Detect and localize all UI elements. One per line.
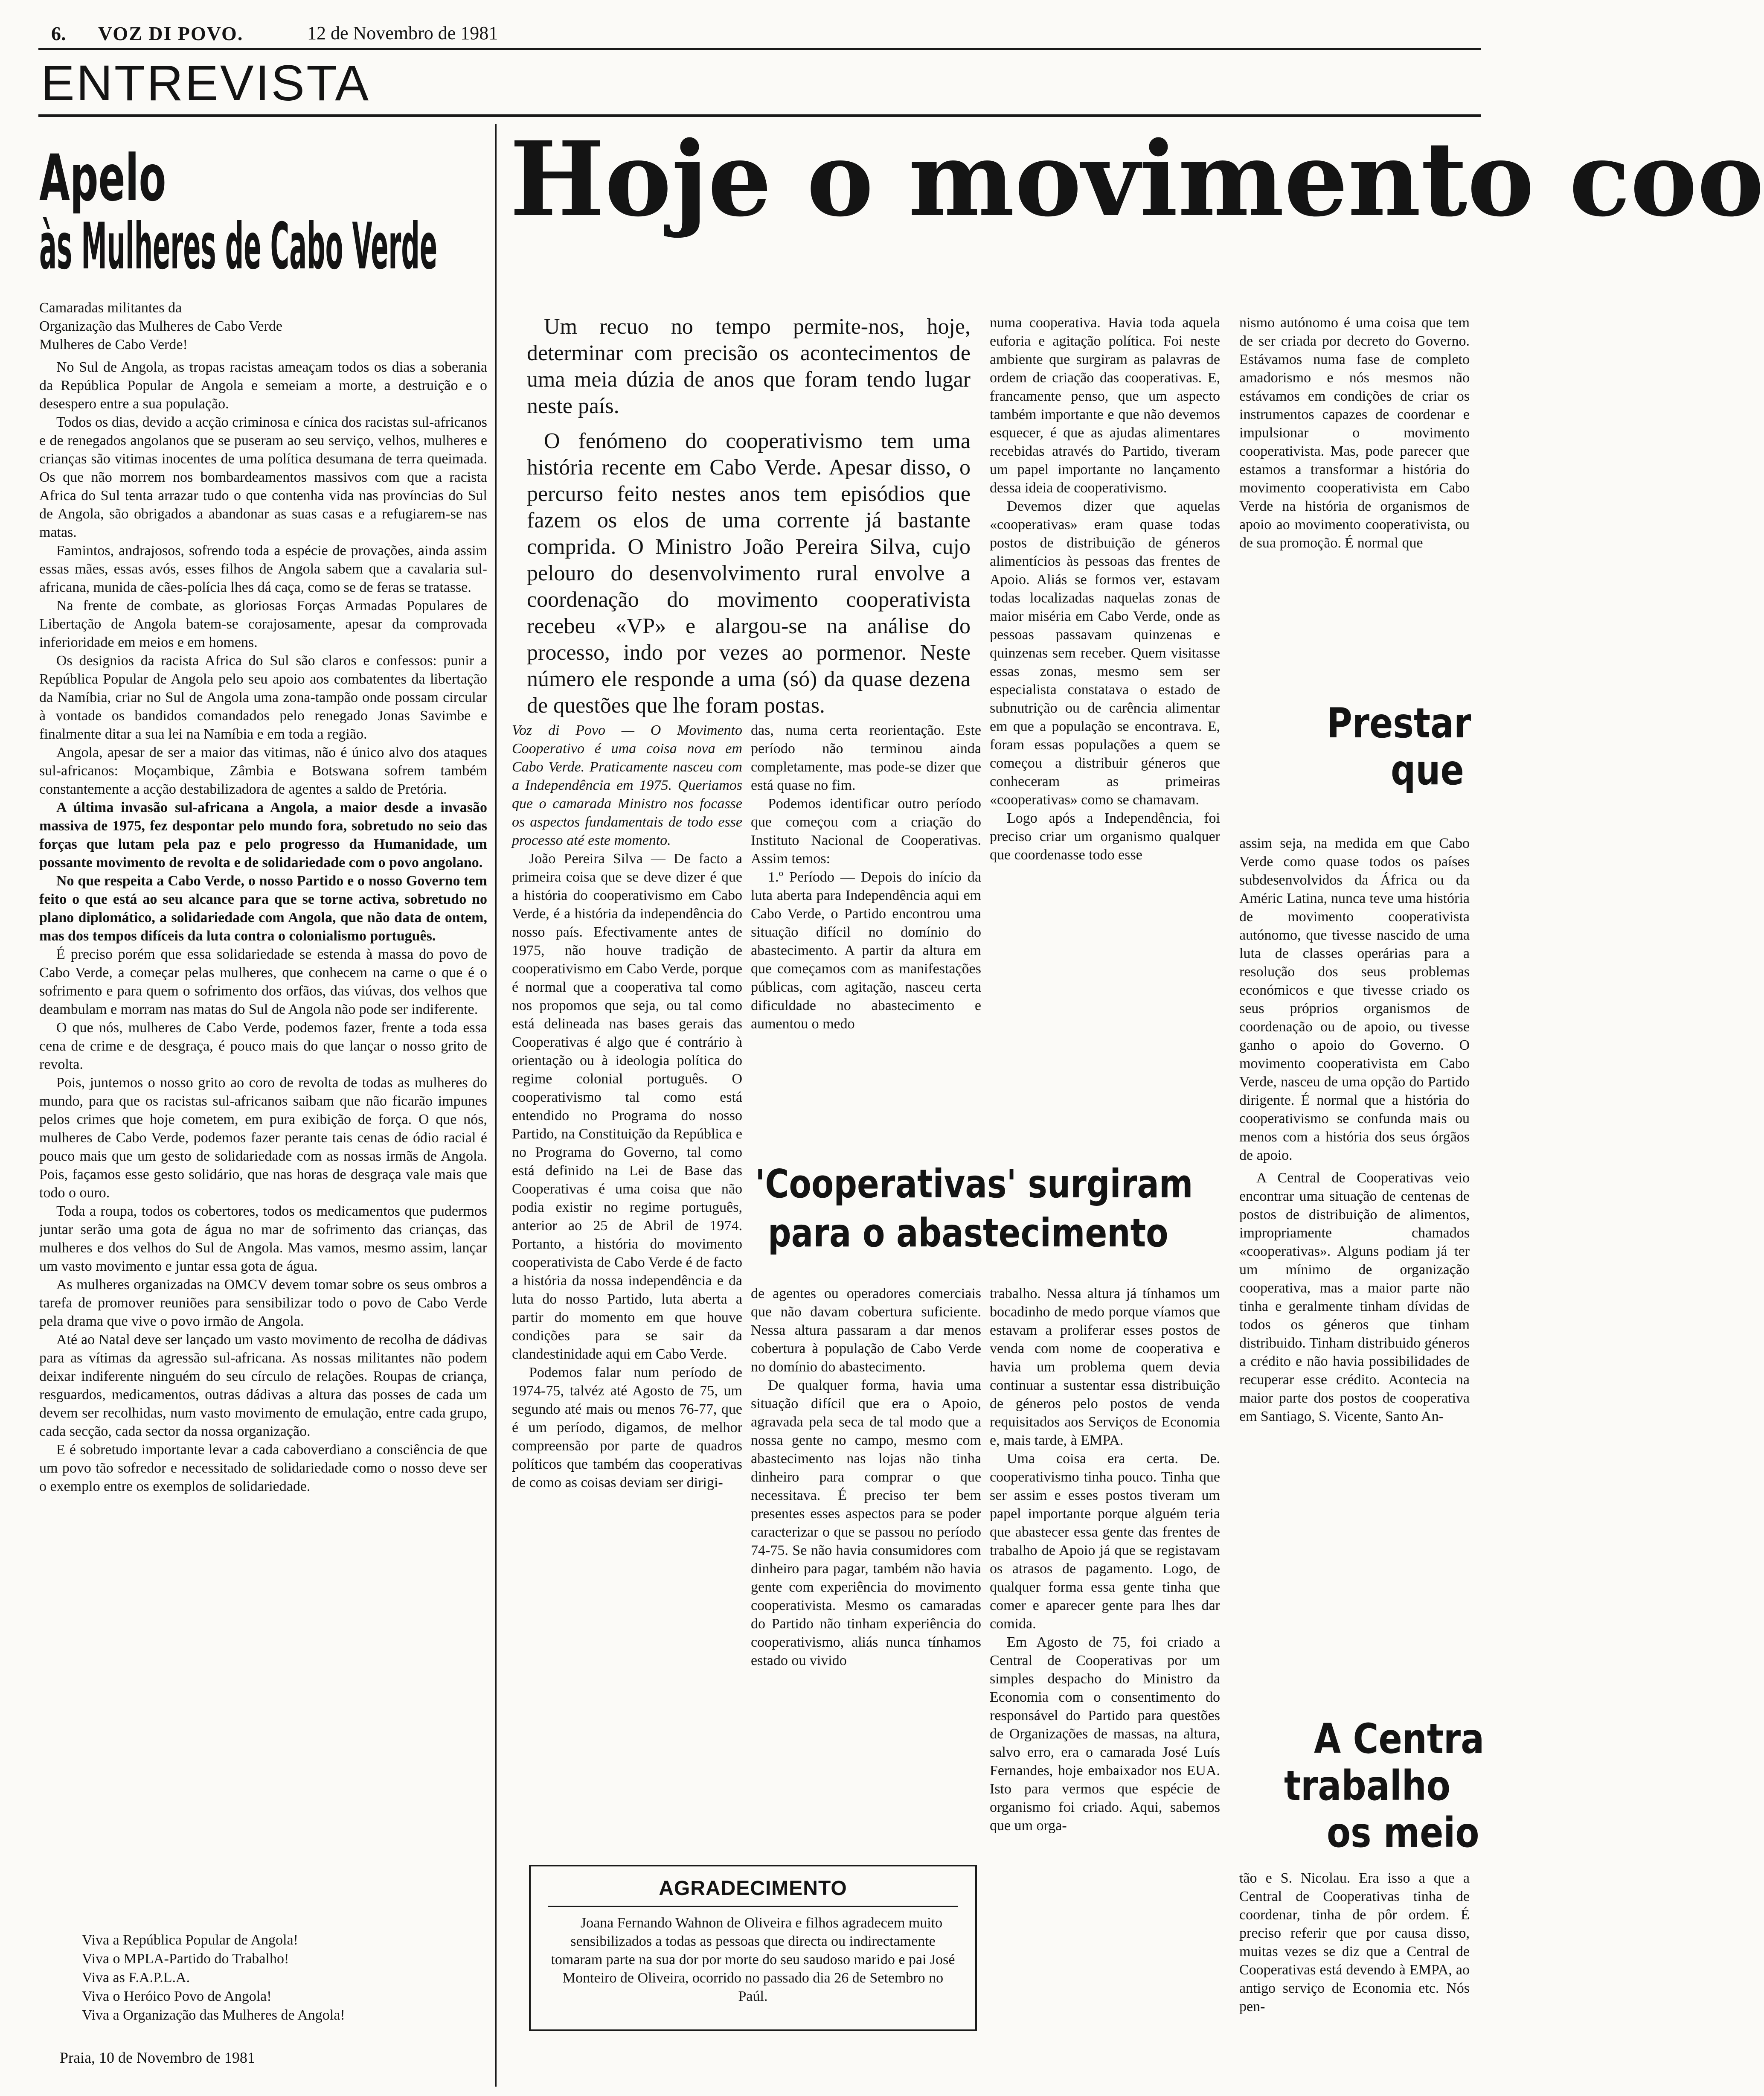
lead-paragraph: Um recuo no tempo permite-nos, hoje, determinar com precisão os acontecimentos de uma meia dúzia de anos que foram tendo lugar neste país. (527, 314, 971, 418)
section-rule (38, 114, 1481, 117)
salutation-line: Mulheres de Cabo Verde! (39, 337, 188, 352)
page-number: 6. (51, 23, 66, 44)
subhead-prestar: Prestar que (1327, 699, 1471, 794)
col-4-lower (751, 1284, 981, 1848)
paragraph: Em Agosto de 75, foi criado a Central de Cooperativas por um simples despacho do Ministro da Economia com o consentimento do responsável do Partido para questões de Organizações de massas, na altura, salvo erro, era o camarada José Luís Fernandes, hoje embaixador nos EUA. Isto para vermos que espécie de organismo foi criado. Aqui, sabemos que um orga- (990, 1634, 1220, 1834)
paragraph: A Central de Cooperativas veio encontrar uma situação de centenas de postos de distribuição de alimentos, impropriamente chamados «cooperativas». Alguns podiam já ter um mínimo de organização cooperativa, mas a maior parte não tinha e geralmente tinham dívidas de todos os géneros que tinham distribuido. Tinham distribuido géneros a crédito e não havia possibilidades de recuperar esse crédito. Acontecia na maior parte dos postos de cooperativa em Santiago, S. Vicente, Santo An- (1239, 1170, 1470, 1424)
col-5-lower (990, 1284, 1220, 2082)
paragraph: Uma coisa era certa. De. cooperativismo tinha pouco. Tinha que ser assim e esses postos tiveram um papel importante porque alguém teria que abastecer essa gente das frentes de trabalho de Apoio já que se registavam os atrasos de pagamento. Logo, de qualquer forma essa gente tinha que comer e aparecer gente para lhes dar comida. (990, 1451, 1220, 1632)
main-headline: Hoje o movimento coo (510, 119, 1764, 239)
paragraph: numa cooperativa. Havia toda aquela euforia e agitação política. Foi neste ambiente que surgiram as palavras de ordem de criação das cooperativas. E, francamente penso, que um aspecto também importante e que não devemos esquecer, é que as ajudas alimentares recebidas através do Partido, tiveram um papel importante no lançamento dessa ideia de cooperativismo. (990, 315, 1220, 496)
paragraph: Os designios da racista Africa do Sul são claros e confessos: punir a República Popular de Angola pelo seu apoio aos combatentes da libertação da Namíbia, criar no Sul de Angola uma zona-tampão onde possam circular à vontade os bandidos comandados pelo renegado Jonas Savimbe e finalmente ditar a sua lei na Namíbia e em toda a região. (39, 653, 487, 742)
col-6-upper (1239, 314, 1470, 672)
masthead (51, 22, 1476, 48)
paragraph: Todos os dias, devido a acção criminosa e cínica dos racistas sul-africanos e de renegados angolanos que se puseram ao seu serviço, velhos, mulheres e crianças são vitimas inocentes de uma política desumana de terra queimada. Os que não morrem nos bombardeamentos massivos com que a racista Africa do Sul tenta arrazar tudo o que contenha vida nas províncias do Sul de Angola, são obrigados a abandonar as suas casas e a refugiarem-se nas matas. (39, 414, 487, 540)
lead-paragraph: O fenómeno do cooperativismo tem uma história recente em Cabo Verde. Apesar disso, o percurso feito nestes anos tem episódios que fazem os elos de uma corrente já bastante comprida. O Ministro João Pereira Silva, cujo pelouro do desenvolvimento rural envolve a coordenação do movimento cooperativista recebeu «VP» e alargou-se na análise do processo, indo por vezes ao pormenor. Neste número ele responde a uma (só) da quase dezena de questões que lhe foram postas. (527, 429, 971, 718)
notice-title: AGRADECIMENTO (659, 1877, 847, 1900)
headline-line1: Apelo (39, 141, 166, 215)
salutation-line: Organização das Mulheres de Cabo Verde (39, 318, 282, 334)
paragraph: Podemos identificar outro período que começou com a criação do Instituto Nacional de Cooperativas. Assim temos: (751, 796, 981, 867)
notice-box (529, 1865, 977, 2031)
paragraph: das, numa certa reorientação. Este período não terminou ainda completamente, mas pode-se dizer que está quase no fim. (751, 722, 981, 793)
appeal-body (39, 299, 487, 2018)
paragraph: No Sul de Angola, as tropas racistas ameaçam todos os dias a soberania da República Popular de Angola e semeiam a morte, a destruição e o desespero entre a sua população. (39, 359, 487, 412)
paragraph: Famintos, andrajosos, sofrendo toda a espécie de provações, ainda assim essas mães, essas avós, esses filhos de Angola sabem que a cavalaria sul-africana, munida de cães-polícia lhes dá caça, como se de feras se tratasse. (39, 543, 487, 595)
slogan: Viva o MPLA-Partido do Trabalho! (82, 1951, 289, 1967)
section-title: ENTREVISTA (41, 55, 371, 111)
paragraph: Devemos dizer que aquelas «cooperativas» eram quase todas postos de distribuição de géneros alimentícios às pessoas das frentes de Apoio. Aliás se formos ver, estavam todas localizadas naquelas zonas de maior miséria em Cabo Verde, onde as pessoas passavam quinzenas e quinzenas sem receber. Quem visitasse essas zonas, mesmo sem ser especialista constatava o estado de subnutrição ou de carência alimentar em que a população se encontrava. E, foram essas populações a quem se começou a distribuir géneros que conheceram as primeiras «cooperativas» como se chamavam. (990, 498, 1220, 808)
salutation-line: Camaradas militantes da (39, 300, 182, 316)
paragraph: E é sobretudo importante levar a cada caboverdiano a consciência de que um povo tão sofredor e necessitado de solidariedade como o nosso deve ser o exemplo entre os exemplos de solidariedade. (39, 1442, 487, 1494)
issue-date: 12 de Novembro de 1981 (307, 23, 498, 44)
col-6-mid (1239, 834, 1470, 1709)
interview-question: Voz di Povo — O Movimento Cooperativo é uma coisa nova em Cabo Verde. Praticamente nasceu com a Independência em 1975. Queriamos que o camarada Ministro nos focasse os aspectos fundamentais de todo esse processo até este momento. (512, 722, 742, 848)
col-4-upper (751, 721, 981, 1118)
headline-line2: às Mulheres de Cabo Verde (39, 210, 438, 284)
col-5-upper (990, 314, 1220, 1137)
paragraph: De qualquer forma, havia uma situação difícil que era o Apoio, agravada pela seca de tal modo que a nossa gente no campo, mesmo com abastecimento nas lojas não tinha dinheiro para comprar o que necessitava. É preciso ter bem presentes esses aspectos para se poder caracterizar o que se passou no período 74-75. Se não havia consumidores com dinheiro para pagar, também não havia gente com experiência do movimento cooperativista. Mesmo os camaradas do Partido não tinham experiência do cooperativismo, aliás nunca tínhamos estado ou vivido (751, 1377, 981, 1668)
lead-text (527, 314, 971, 718)
col-6-lower (1239, 1869, 1470, 2082)
paragraph: Até ao Natal deve ser lançado um vasto movimento de recolha de dádivas para as vítimas da agressão sul-africana. As nossas militantes não podem deixar indiferente ninguém do seu círculo de relações. Roupas de criança, resguardos, medicamentos, outras dádivas a altura das posses de cada um devem ser recolhidas, num vasto movimento de emulação, entre cada grupo, cada secção, cada sector da nossa organização. (39, 1332, 487, 1439)
paragraph: As mulheres organizadas na OMCV devem tomar sobre os seus ombros a tarefa de promover reuniões para sensibilizar todo o povo de Cabo Verde pela drama que vive o povo irmão de Angola. (39, 1277, 487, 1329)
paragraph: João Pereira Silva — De facto a primeira coisa que se deve dizer é que a história do cooperativismo em Cabo Verde, é a história da independência do nosso país. Efectivamente antes de 1975, não houve tradição de cooperativismo em Cabo Verde, porque é normal que a cooperativa tal como nos propomos que seja, ou tal como está delineada nas bases gerais das Cooperativas é algo que é contrário à orientação ou à ideologia política do regime colonial português. O cooperativismo tal como está entendido no Programa do nosso Partido, na Constituição da República e no Programa do Governo, tal como está definido na Lei de Base das Cooperativas é uma coisa que não podia existir no regime português, anterior ao 25 de Abril de 1974. Portanto, a história do movimento cooperativista de Cabo Verde é de facto a história da nossa independência e da luta do nosso Partido, luta aberta a partir do momento em que houve condições para se sair da clandestinidade aqui em Cabo Verde. (512, 851, 742, 1362)
paragraph: tão e S. Nicolau. Era isso a que a Central de Cooperativas tinha de coordenar, tinha de pôr ordem. É preciso referir que por causa disso, muitas vezes se diz que a Central de Cooperativas está devendo à EMPA, ao antigo serviço de Economia etc. Nós pen- (1239, 1870, 1470, 2014)
paragraph: Toda a roupa, todos os cobertores, todos os medicamentos que pudermos juntar serão uma gota de água no mar de sofrimento das crianças, das mulheres e dos velhos do Sul de Angola. Mas vamos, mesmo assim, lançar um vasto movimento e juntar essa gota de água. (39, 1203, 487, 1274)
slogan: Viva o Heróico Povo de Angola! (82, 1988, 272, 2004)
slogan: Viva a Organização das Mulheres de Angola! (82, 2007, 345, 2023)
paragraph: Podemos falar num período de 1974-75, talvéz até Agosto de 75, um segundo até mais ou menos 76-77, que é um período, digamos, de melhor compreensão por parte de quadros políticos que também das cooperativas de como as coisas deviam ser dirigi- (512, 1365, 742, 1490)
subhead-central: A Centra trabalho os meio (1284, 1715, 1485, 1857)
paragraph: O que nós, mulheres de Cabo Verde, podemos fazer, frente a toda essa cena de crime e de desgraça, é pouco mais do que lançar o nosso grito de revolta. (39, 1020, 487, 1072)
slogan: Viva a República Popular de Angola! (82, 1932, 298, 1948)
paragraph: trabalho. Nessa altura já tínhamos um bocadinho de medo porque víamos que estavam a proliferar esses postos de venda com nome de cooperativa e havia um problema quem devia continuar a sustentar essa distribuição de géneros pelo postos de venda requisitados aos Serviços de Economia e, mais tarde, à EMPA. (990, 1286, 1220, 1448)
paragraph: assim seja, na medida em que Cabo Verde como quase todos os países subdesenvolvidos da África ou da Améric Latina, nunca teve uma história de movimento cooperativista autónomo, que tivesse nascido de uma luta de classes operárias para a resolução dos seus problemas económicos e que tivesse criado os seus próprios organismos de coordenação ou de apoio, ou tivesse ganho o apoio do Governo. O movimento cooperativista em Cabo Verde, nasceu de uma opção do Partido dirigente. É normal que a história do cooperativismo se confunda mais ou menos com a história dos seus órgãos de apoio. (1239, 835, 1470, 1163)
notice-body: Joana Fernando Wahnon de Oliveira e filhos agradecem muito sensibilizados a todas as pessoas que directa ou indirectamente tomaram parte na sua dor por morte do seu saudoso marido e pai José Monteiro de Oliveira, ocorrido no passado dia 26 de Setembro no Paúl. (551, 1915, 955, 2004)
paragraph: No que respeita a Cabo Verde, o nosso Partido e o nosso Governo tem feito o que está ao seu alcance para que se torne activa, sobretudo no plano diplomático, a solidariedade com Angola, que não data de ontem, mas dos tempos difíceis da luta contra o colonialismo português. (39, 873, 487, 944)
subhead-cooperativas: 'Cooperativas' surgiram para o abastecimento (755, 1161, 1193, 1256)
paragraph: de agentes ou operadores comerciais que não davam cobertura suficiente. Nessa altura passaram a dar menos cobertura à população de Cabo Verde no domínio do abastecimento. (751, 1286, 981, 1375)
paragraph: Angola, apesar de ser a maior das vitimas, não é único alvo dos ataques sul-africanos: Moçambique, Zâmbia e Botswana sofrem também constantemente a acção destabilizadora de agentes a saldo de Pretória. (39, 745, 487, 797)
signoff: Praia, 10 de Novembro de 1981 (60, 2049, 255, 2066)
paragraph: Logo após a Independência, foi preciso criar um organismo qualquer que coordenasse todo esse (990, 810, 1220, 863)
paper-name: VOZ DI POVO. (98, 23, 244, 44)
paragraph: Na frente de combate, as gloriosas Forças Armadas Populares de Libertação de Angola batem-se corajosamente, apesar da comprovada inferioridade em meios e em homens. (39, 598, 487, 650)
slogans (39, 1931, 487, 2025)
slogan: Viva as F.A.P.L.A. (82, 1970, 190, 1985)
paragraph: nismo autónomo é uma coisa que tem de ser criada por decreto do Governo. Estávamos numa fase de completo amadorismo e nós mesmos não estávamos em condições de criar os instrumentos capazes de coordenar e impulsionar o movimento cooperativista. Mas, pode parecer que estamos a transformar a história do movimento cooperativista em Cabo Verde na história de organismos de apoio ao movimento cooperativista, ou de sua promoção. É normal que (1239, 315, 1470, 551)
paragraph: Pois, juntemos o nosso grito ao coro de revolta de todas as mulheres do mundo, para que os racistas sul-africanos saibam que não ficarão impunes pelos crimes que hoje cometem, em pura exibição de força. O que nós, mulheres de Cabo Verde, podemos fazer perante tais cenas de ódio racial é pouco mais que um gesto de solidariedade com as nossas irmãs de Angola. Pois, façamos esse gesto solidário, que nas horas de desgraça vale mais que todo o ouro. (39, 1075, 487, 1201)
masthead-rule (38, 48, 1481, 50)
paragraph: A última invasão sul-africana a Angola, a maior desde a invasão massiva de 1975, fez despontar pelo mundo fora, sobretudo no seio das forças que lutam pela paz e pelo progresso da Humanidade, um possante movimento de revolta e de solidariedade com o povo angolano. (39, 800, 487, 870)
appeal-headline (39, 141, 491, 285)
paragraph: É preciso porém que essa solidariedade se estenda à massa do povo de Cabo Verde, a começar pelas mulheres, que conhecem na carne o que é o sofrimento e para quem o sofrimento dos orfãos, das viúvas, dos velhos que deambulam e morram nas matas do Sul de Angola não pode ser indiferente. (39, 946, 487, 1017)
notice-title-rule (548, 1906, 958, 1907)
paragraph: 1.º Período — Depois do início da luta aberta para Independência aqui em Cabo Verde, o Partido encontrou uma situação difícil no domínio do abastecimento. A partir da altura em que começamos com as manifestações públicas, com agitação, nasceu certa dificuldade no abastecimento e aumentou o medo (751, 869, 981, 1032)
